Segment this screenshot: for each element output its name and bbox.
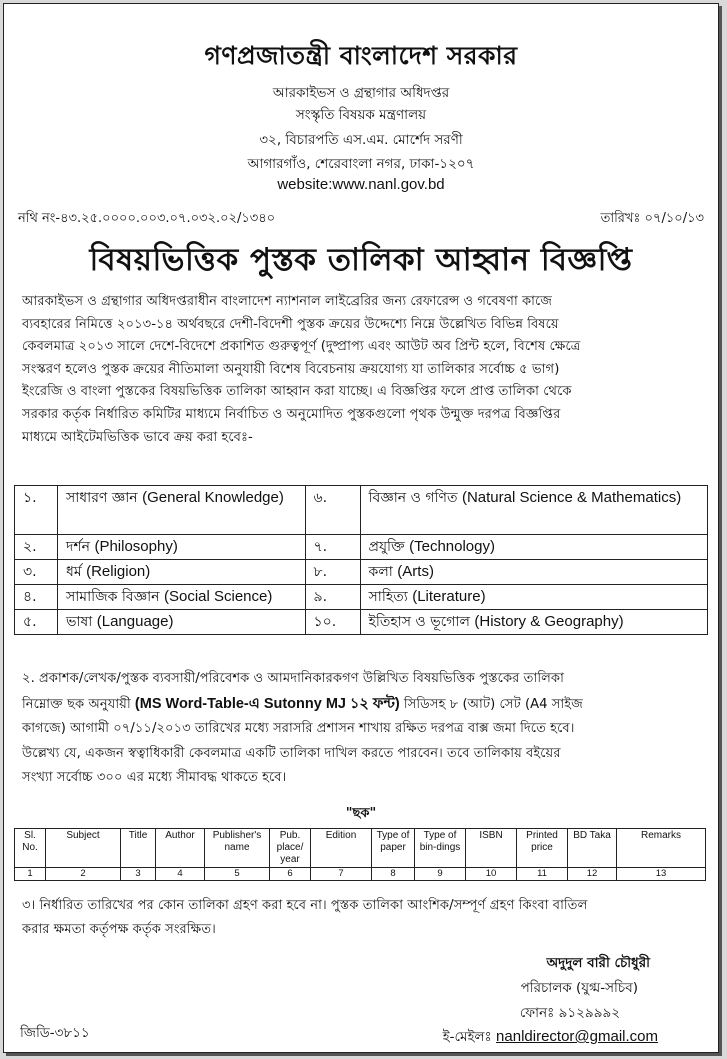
- form-number-cell: 1: [15, 868, 46, 881]
- category-name: সাধারণ জ্ঞান (General Knowledge): [58, 486, 306, 535]
- category-number: ৯.: [305, 585, 360, 610]
- category-number: ৮.: [305, 560, 360, 585]
- category-name: দর্শন (Philosophy): [58, 535, 306, 560]
- signatory-phone: ফোনঃ ৯১২৯৯৯২: [519, 1005, 620, 1021]
- category-number: ১০.: [305, 610, 360, 635]
- category-number: ৬.: [305, 486, 360, 535]
- form-number-cell: 2: [46, 868, 121, 881]
- form-header-cell: Sl. No.: [15, 829, 46, 868]
- ministry-name: সংস্কৃতি বিষয়ক মন্ত্রণালয়: [295, 107, 427, 123]
- category-number: ২.: [15, 535, 58, 560]
- intro-paragraph: [22, 291, 700, 449]
- notice-page: [3, 3, 719, 1053]
- address-line-2: আগারগাঁও, শেরেবাংলা নগর, ঢাকা-১২০৭: [247, 156, 475, 172]
- form-title: "ছক": [345, 806, 377, 821]
- notice-title: বিষয়ভিত্তিক পুস্তক তালিকা আহ্বান বিজ্ঞপ্তি: [89, 242, 633, 278]
- category-name: ইতিহাস ও ভূগোল (History & Geography): [360, 610, 707, 635]
- address-line-1: ৩২, বিচারপতি এস.এম. মোর্শেদ সরণী: [259, 132, 463, 148]
- category-name: ভাষা (Language): [58, 610, 306, 635]
- category-number: ৭.: [305, 535, 360, 560]
- section-2-line: নিম্নোক্ত ছক অনুযায়ী (MS Word-Table-এ Sutonny MJ ১২ ফন্ট) সিডিসহ ৮ (আট) সেট (A4 সাইজ: [22, 695, 583, 712]
- reference-line: [18, 209, 704, 230]
- submission-format-table: [14, 828, 706, 881]
- notice-date: তারিখঃ ০৭/১০/১৩: [600, 211, 704, 226]
- website-link[interactable]: website:www.nanl.gov.bd: [277, 176, 445, 193]
- government-name: গণপ্রজাতন্ত্রী বাংলাদেশ সরকার: [204, 41, 518, 70]
- table-row: [15, 560, 708, 585]
- section-2-paragraph: [22, 667, 700, 791]
- form-header-cell: ISBN: [466, 829, 517, 868]
- section-2-line: কাগজে) আগামী ০৭/১১/২০১৩ তারিখের মধ্যে সরাসরি প্রশাসন শাখায় রক্ষিত দরপত্র বাক্স জমা দিতে হবে।: [22, 721, 575, 736]
- form-header-cell: Subject: [46, 829, 121, 868]
- section-3-paragraph: [22, 894, 700, 942]
- table-row: [15, 535, 708, 560]
- intro-line: কেবলমাত্র ২০১৩ সালে দেশে-বিদেশে প্রকাশিত গুরুত্বপূর্ণ (দুষ্প্রাপ্য এবং আউট অব প্রিন্ট হলে, বিশেষ ক্ষেত্রে: [22, 339, 581, 355]
- department-name: আরকাইভস ও গ্রন্থাগার অধিদপ্তর: [272, 85, 450, 101]
- intro-line: সংস্করণ হলেও পুস্তক ক্রয়ের নীতিমালা অনুযায়ী বিশেষ বিবেচনায় ক্রয়যোগ্য যা তালিকার সর্বোচ্চ ৫ ভাগ): [22, 361, 560, 377]
- category-name: বিজ্ঞান ও গণিত (Natural Science & Mathematics): [360, 486, 707, 535]
- form-number-cell: 12: [568, 868, 617, 881]
- form-header-cell: Remarks: [617, 829, 706, 868]
- subject-category-table: [14, 485, 708, 635]
- form-header-cell: Edition: [311, 829, 372, 868]
- category-number: ৫.: [15, 610, 58, 635]
- category-name: প্রযুক্তি (Technology): [360, 535, 707, 560]
- form-header-cell: Publisher's name: [205, 829, 270, 868]
- section-3-line: করার ক্ষমতা কর্তৃপক্ষ কর্তৃক সংরক্ষিত।: [22, 922, 216, 937]
- file-number: নথি নং-৪৩.২৫.০০০০.০০৩.০৭.০৩২.০২/১৩৪০: [18, 211, 276, 226]
- signatory-name: অদুদুল বারী চৌধুরী: [546, 955, 650, 971]
- section-2-line: উল্লেখ্য যে, একজন স্বত্বাধিকারী কেবলমাত্র একটি তালিকা দাখিল করতে পারবেন। তবে তালিকায় বইয়ের: [22, 745, 561, 761]
- form-number-cell: 13: [617, 868, 706, 881]
- section-2-line: সংখ্যা সর্বোচ্চ ৩০০ এর মধ্যে সীমাবদ্ধ থাকতে হবে।: [22, 770, 287, 785]
- form-number-row: [15, 868, 706, 881]
- format-instruction: (MS Word-Table-এ Sutonny MJ ১২ ফন্ট): [134, 695, 400, 712]
- form-header-cell: Pub. place/ year: [270, 829, 311, 868]
- form-number-cell: 4: [156, 868, 205, 881]
- category-name: সামাজিক বিজ্ঞান (Social Science): [58, 585, 306, 610]
- category-name: সাহিত্য (Literature): [360, 585, 707, 610]
- form-number-cell: 11: [517, 868, 568, 881]
- section-3-line: ৩। নির্ধারিত তারিখের পর কোন তালিকা গ্রহণ করা হবে না। পুস্তক তালিকা আংশিক/সম্পূর্ণ গ্রহণ কিংবা বাতিল: [22, 898, 588, 913]
- form-number-cell: 3: [121, 868, 156, 881]
- signatory-email-line: [443, 1026, 658, 1049]
- category-number: ১.: [15, 486, 58, 535]
- intro-line: ইংরেজি ও বাংলা পুস্তকের বিষয়ভিত্তিক তালিকা আহ্বান করা যাচ্ছে। এ বিজ্ঞপ্তির ফলে প্রাপ্ত তালিকা থেকে: [22, 384, 572, 400]
- category-number: ৩.: [15, 560, 58, 585]
- form-number-cell: 7: [311, 868, 372, 881]
- form-header-cell: Printed price: [517, 829, 568, 868]
- email-link[interactable]: nanldirector@gmail.com: [496, 1028, 658, 1045]
- form-number-cell: 8: [372, 868, 415, 881]
- form-number-cell: 5: [205, 868, 270, 881]
- section-2-line: ২. প্রকাশক/লেখক/পুস্তক ব্যবসায়ী/পরিবেশক ও আমদানিকারকগণ উল্লিখিত বিষয়ভিত্তিক পুস্তকের তালিকা: [22, 671, 564, 686]
- form-header-row: [15, 829, 706, 868]
- signatory-designation: পরিচালক (যুগ্ম-সচিব): [520, 980, 638, 996]
- footer-code: জিডি-৩৮১১: [20, 1025, 90, 1041]
- intro-line: মাধ্যমে আইটেমভিত্তিক ভাবে ক্রয় করা হবেঃ-: [22, 429, 253, 445]
- category-name: কলা (Arts): [360, 560, 707, 585]
- email-label: ই-মেইলঃ: [442, 1029, 497, 1045]
- form-header-cell: Type of paper: [372, 829, 415, 868]
- form-header-cell: BD Taka: [568, 829, 617, 868]
- category-name: ধর্ম (Religion): [58, 560, 306, 585]
- table-row: [15, 585, 708, 610]
- intro-line: সরকার কর্তৃক নির্ধারিত কমিটির মাধ্যমে নির্বাচিত ও অনুমোদিত পুস্তকগুলো পৃথক উন্মুক্ত দরপত্র বিজ্ঞপ্তির: [22, 406, 561, 422]
- table-row: [15, 610, 708, 635]
- form-header-cell: Type of bin-dings: [415, 829, 466, 868]
- category-number: ৪.: [15, 585, 58, 610]
- intro-line: ব্যবহারের নিমিত্তে ২০১৩-১৪ অর্থবছরে দেশী-বিদেশী পুস্তক ক্রয়ের উদ্দেশ্যে নিম্নে উল্লেখিত বিভিন্ন বিষয়ে: [22, 316, 559, 332]
- table-row: [15, 486, 708, 535]
- intro-line: আরকাইভস ও গ্রন্থাগার অধিদপ্তরাধীন বাংলাদেশ ন্যাশনাল লাইব্রেরির জন্য রেফারেন্স ও গবেষণা কাজে: [22, 294, 553, 309]
- form-number-cell: 6: [270, 868, 311, 881]
- form-number-cell: 9: [415, 868, 466, 881]
- form-number-cell: 10: [466, 868, 517, 881]
- form-header-cell: Author: [156, 829, 205, 868]
- form-header-cell: Title: [121, 829, 156, 868]
